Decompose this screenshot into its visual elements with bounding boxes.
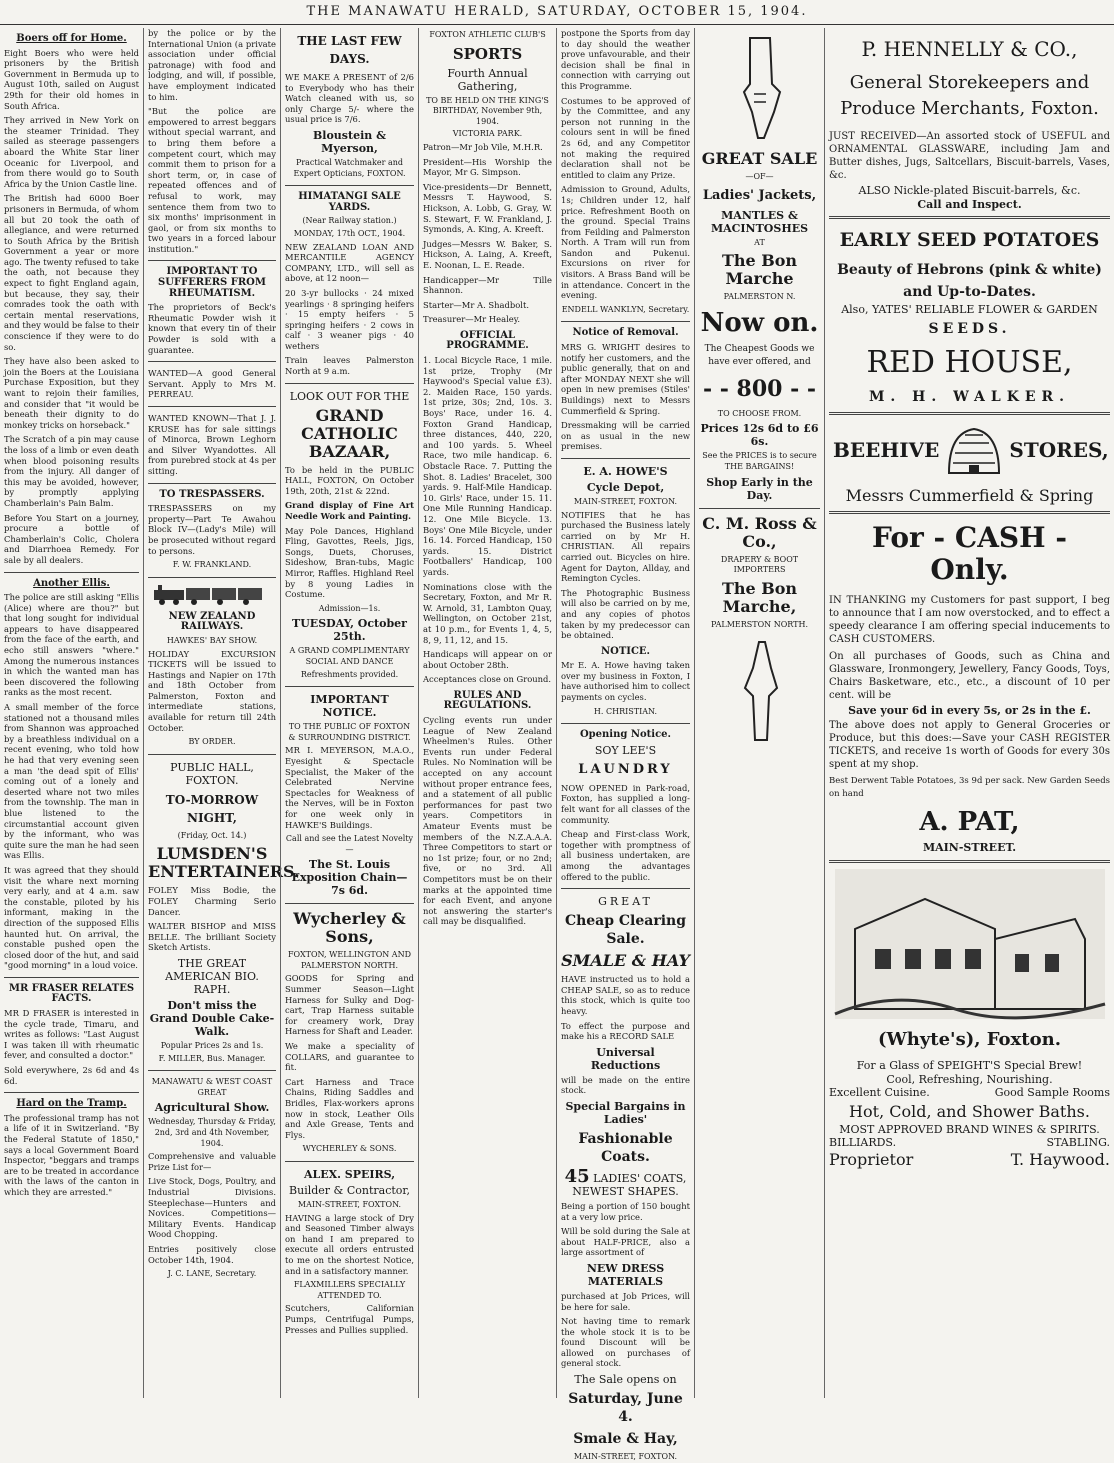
ad-text: The Photographic Business will also be carried on by me, and any copies of photos taken by my predecessor can be obtained. <box>561 587 690 641</box>
ad-text: TRESPASSERS on my property—Part Te Awahou Block IV—(Lady's Mile) will be prosecuted without regard to persons. <box>148 503 276 556</box>
ad-heading: SEEDS. <box>928 320 1011 337</box>
ad-heading: Don't miss the Grand Double Cake-Walk. <box>149 999 275 1038</box>
ad-text: May Pole Dances, Highland Fling, Gavottes, Reels, Jigs, Songs, Duets, Choruses, Sideshow, Bran-tubs, Magic Mirror, Raffles. Highland Reel by 8 young Ladies in Costume. <box>285 525 414 600</box>
ad-text: Patron—Mr Job Vile, M.H.R. <box>423 141 543 152</box>
ad-text: Comprehensive and valuable Prize List for— <box>148 1151 276 1172</box>
ad-text: Vice-presidents—Dr Bennett, Messrs T. Haywood, S. Hickson, A. Lobb, G. Gray, W. S. Stewart, F. W. Frankland, J. Symonds, A. King, A. Kreeft. <box>423 181 552 235</box>
divider <box>148 577 276 578</box>
divider <box>829 412 1110 415</box>
divider <box>4 572 139 573</box>
signature: F. MILLER, Bus. Manager. <box>158 1053 266 1063</box>
divider <box>829 511 1110 514</box>
ad-text: MAIN-STREET, FOXTON. <box>297 1199 402 1209</box>
divider <box>4 1092 139 1093</box>
ad-text: (Friday, Oct. 14.) <box>177 830 247 840</box>
ad-text: Also, YATES' RELIABLE FLOWER & GARDEN <box>841 303 1098 317</box>
ad-heading: Shop Early in the Day. <box>706 475 813 502</box>
ad-text: PALMERSTON NORTH. <box>710 619 808 629</box>
ad-text: Cheap and First-class Work, together with promptness of all business undertaken, are among the advantages offered to the public. <box>561 829 690 882</box>
ad-text: —OF— <box>745 172 774 181</box>
ad-heading: Opening Notice. <box>579 729 672 741</box>
ad-heading: ALEX. SPEIRS, <box>303 1167 396 1181</box>
ad-text: TO BE HELD ON THE KING'S BIRTHDAY, November 9th, 1904. <box>426 95 549 126</box>
ad-heading: GREAT <box>598 895 653 909</box>
article-heading: Hard on the Tramp. <box>16 1098 127 1110</box>
ad-heading: STORES, <box>1009 438 1109 463</box>
ad-text: Admission—1s. <box>318 603 381 613</box>
coat-count: 45 <box>564 1165 590 1187</box>
ad-heading: SMALE & HAY <box>561 951 690 971</box>
article-text: Eight Boers who were held prisoners by the British Government in Bermuda up to August 10th, sailed on August 29th for their old homes in South Africa. <box>4 47 139 111</box>
signature: ENDELL WANKLYN, Secretary. <box>561 304 690 314</box>
column-6 <box>694 28 824 1398</box>
ad-heading: FOXTON ATHLETIC CLUB'S <box>429 30 546 39</box>
pointing-hand-icon <box>730 34 790 144</box>
ad-text: PALMERSTON N. <box>723 292 796 302</box>
ad-heading: TO TRESPASSERS. <box>159 488 265 500</box>
ad-text: Treasurer—Mr Healey. <box>423 314 520 325</box>
ad-heading: TUESDAY, October 25th. <box>292 617 407 644</box>
ad-heading: Notice of Removal. <box>572 327 679 339</box>
ad-text: HAVE instructed us to hold a CHEAP SALE, so as to reduce this stock, which is quite too heavy. <box>561 974 690 1016</box>
ad-heading: THE GREAT AMERICAN BIO. RAPH. <box>165 957 259 996</box>
article-heading: Boers off for Home. <box>16 33 127 44</box>
article-text: The professional tramp has not a life of it in Switzerland. "By the Federal Statute of 1850," says a local Government Board Inspector, "beggars and tramps are to be treated in accordance with the laws of the canton in which they are arrested." <box>4 1112 139 1197</box>
ad-text: MONDAY, 17th OCT., 1904. <box>293 228 406 238</box>
divider <box>561 723 690 724</box>
article-text: "But the police are empowered to arrest beggars without special warrant, and to bring them before a competent court, which may commit them to prison for a short term, or, in case of repeated offences and of refusal to work, may sentence them from two to six months' imprisonment in gaol, or from six months to two years in a forced labour institution." <box>148 106 276 254</box>
ad-text: Call and Inspect. <box>917 197 1022 211</box>
column-7 <box>824 28 1114 1398</box>
ad-heading: NOTICE. <box>600 645 651 657</box>
ad-text: MAIN-STREET, FOXTON. <box>573 1452 678 1462</box>
ad-heading: Fashionable Coats. <box>578 1130 673 1165</box>
ad-heading: The Bon Marche <box>721 251 798 289</box>
ad-heading: RED HOUSE, <box>866 344 1073 380</box>
divider <box>561 888 690 889</box>
divider <box>699 508 820 509</box>
column-1 <box>0 28 143 1398</box>
ad-text: Cool, Refreshing, Nourishing. <box>886 1072 1053 1086</box>
hotel-engraving-icon <box>835 869 1105 1019</box>
ad-text: On all purchases of Goods, such as China and Glassware, Ironmongery, Jewellery, Fancy Goods, Toys, Chairs Basketware, etc., etc., a discount of 10 per cent. will be <box>829 650 1110 701</box>
ad-text: Acceptances close on Ground. <box>423 674 552 685</box>
ad-heading: MANAWATU & WEST COAST GREAT <box>151 1077 273 1097</box>
ad-heading: The Bon Marche, <box>721 578 798 616</box>
ad-text: VICTORIA PARK. <box>452 129 523 139</box>
divider <box>285 1161 414 1162</box>
ad-heading: Saturday, June 4. <box>568 1391 683 1426</box>
divider <box>148 361 276 362</box>
ad-text: We make a speciality of COLLARS, and guarantee to fit. <box>285 1041 414 1073</box>
ad-text: Cart Harness and Trace Chains, Riding Saddles and Bridles, Flax-workers aprons now in stock, Leather Oils and Axle Grease, Tents and Flys. <box>285 1076 414 1140</box>
ad-text: The proprietors of Beck's Rheumatic Powder wish it known that every tin of their Powder is sold with a guarantee. <box>148 302 276 355</box>
ad-heading: Now on. <box>700 307 819 338</box>
signature: WYCHERLEY & SONS. <box>302 1144 397 1154</box>
ad-text: The Sale opens on <box>574 1373 677 1387</box>
divider <box>561 321 690 322</box>
ad-text: Proprietor <box>829 1149 914 1169</box>
ad-heading: Ladies' Jackets, <box>702 187 817 203</box>
column-3 <box>280 28 418 1398</box>
ad-heading: M. H. WALKER. <box>868 388 1071 405</box>
divider <box>285 185 414 186</box>
ad-text: MR I. MEYERSON, M.A.O., Eyesight & Spectacle Specialist, the Maker of the Celebrated Nervine Spectacles for Weakness of the Nerves, will be in Foxton for one week only in HAWKE'S Buildings. <box>285 745 414 830</box>
divider <box>148 406 276 407</box>
ad-heading: BEEHIVE <box>833 438 940 463</box>
article-text: It was agreed that they should visit the whare next morning very early, and at 4 a.m. saw the constable, piloted by his informant, making in the direction of the supposed Ellis haunted hut. On arrival, the constable pushed open the closed door of the hut, and said "good morning" in a loud voice. <box>4 864 139 971</box>
ad-text: To effect the purpose and make his a RECORD SALE <box>561 1020 690 1042</box>
ad-heading: P. HENNELLY & CO., <box>861 37 1078 61</box>
ad-heading: SOY LEE'S <box>594 743 657 757</box>
article-heading: MR FRASER RELATES FACTS. <box>8 982 135 1005</box>
ad-heading: NEW ZEALAND RAILWAYS. <box>168 610 256 633</box>
divider <box>148 483 276 484</box>
ad-text: will be made on the entire stock. <box>561 1074 690 1096</box>
column-2 <box>143 28 300 1398</box>
signature: J. C. LANE, Secretary. <box>167 1269 257 1279</box>
ad-subheading: Builder & Contractor, <box>289 1183 410 1197</box>
ad-heading: IMPORTANT NOTICE. <box>310 693 389 720</box>
ad-text: The Cheapest Goods we have ever offered, and <box>704 343 815 367</box>
ad-row <box>829 1088 1110 1099</box>
ad-heading: C. M. Ross & Co., <box>702 513 817 551</box>
ad-heading: Universal Reductions <box>590 1045 661 1072</box>
ad-text <box>561 1165 690 1198</box>
article-heading: Another Ellis. <box>33 577 110 589</box>
coat-line: LADIES' COATS, NEWEST SHAPES. <box>572 1171 687 1198</box>
ad-heading: (Whyte's), Foxton. <box>878 1028 1061 1050</box>
ad-heading: NEW DRESS MATERIALS <box>586 1261 665 1288</box>
divider <box>829 216 1110 219</box>
ad-text: Dressmaking will be carried on as usual in the new premises. <box>561 420 690 452</box>
ad-text: HOLIDAY EXCURSION TICKETS will be issued to Hastings and Napier on 17th and 18th October from Palmerston, Foxton and intermediate stations, available for return till 24th October. <box>148 648 276 733</box>
ad-text: Mr E. A. Howe having taken over my business in Foxton, I have authorised him to collect payments on cycles. <box>561 660 690 703</box>
ad-text: (Near Railway station.) <box>302 216 397 226</box>
beehive-banner <box>833 423 1109 479</box>
ad-text: postpone the Sports from day to day should the weather prove unfavourable, and their decision shall be final in connection with carrying out this Programme. <box>561 28 690 91</box>
ad-text: Will be sold during the Sale at about HALF-PRICE, also a large assortment of <box>561 1226 690 1258</box>
divider <box>148 1070 276 1071</box>
ad-subheading: HAWKES' BAY SHOW. <box>166 635 258 645</box>
divider <box>829 860 1110 863</box>
ad-text: STABLING. <box>1046 1136 1110 1150</box>
article-text: They have also been asked to join the Boers at the Louisiana Purchase Exposition, but they want to rejoin their families, and consider that "it would be beneath their dignity to do monkey tricks on horseback." <box>4 356 139 430</box>
ad-text: MAIN-STREET. <box>922 841 1017 855</box>
ad-text: MOST APPROVED BRAND WINES & SPIRITS. <box>839 1122 1100 1136</box>
ad-heading: FLAXMILLERS SPECIALLY ATTENDED TO. <box>293 1280 406 1300</box>
ad-text: BILLIARDS. <box>829 1136 897 1150</box>
divider <box>285 383 414 384</box>
ad-text: Wednesday, Thursday & Friday, 2nd, 3rd and 4th November, 1904. <box>148 1117 276 1148</box>
ad-heading: Special Bargains in Ladies' <box>565 1099 686 1126</box>
signature: F. W. FRANKLAND. <box>172 560 252 570</box>
ad-text: Admission to Ground, Adults, 1s; Children under 12, half price. Refreshment Booth on the ground. Special Trains from Feilding and Palmerston North. A Tram will run from Sandon and Pukenui. Excursions on river for visitors. A Brass Band will be in attendance. Concert in the evening. <box>561 184 690 301</box>
ad-text: ALSO Nickle-plated Biscuit-barrels, &c. <box>858 184 1081 197</box>
signature: H. CHRISTIAN. <box>593 706 658 716</box>
ad-text: Scutchers, Californian Pumps, Centrifugal Pumps, Presses and Pullies supplied. <box>285 1303 414 1335</box>
ad-text: Handicapper—Mr Tille Shannon. <box>423 274 552 296</box>
ad-heading: Smale & Hay, <box>573 1431 678 1448</box>
ad-heading: A. PAT, <box>919 807 1020 838</box>
article-text: Sold everywhere, 2s 6d and 4s 6d. <box>4 1065 139 1086</box>
ad-heading: Hot, Cold, and Shower Baths. <box>849 1101 1090 1121</box>
ad-heading: RULES AND REGULATIONS. <box>443 689 532 712</box>
ad-heading: and Up-to-Dates. <box>903 284 1036 301</box>
ad-subheading: FOXTON, WELLINGTON AND PALMERSTON NORTH. <box>288 950 411 970</box>
ad-text: HAVING a large stock of Dry and Seasoned Timber always on hand I am prepared to execute all orders entrusted to me on the shortest Notice, and in a satisfactory manner. <box>285 1212 414 1276</box>
ad-heading: GRAND CATHOLIC BAZAAR, <box>301 405 398 461</box>
ad-text: MAIN-STREET, FOXTON. <box>573 496 678 506</box>
ad-text: Save your 6d in every 5s, or 2s in the £. <box>848 703 1091 717</box>
ad-text: To be held in the PUBLIC HALL, FOXTON, On October 19th, 20th, 21st & 22nd. <box>285 464 414 496</box>
ad-text: JUST RECEIVED—An assorted stock of USEFUL and ORNAMENTAL GLASSWARE, including Jam and Butter dishes, Jugs, Saltcellars, Biscuit-barrels, Vases, &c. <box>829 131 1110 181</box>
column-5 <box>556 28 694 1462</box>
ad-text: WANTED KNOWN—That J. J. KRUSE has for sale sittings of Minorca, Brown Leghorn and Silver Wyandottes. All from purebred stock at 4s per sitting. <box>148 413 276 476</box>
ad-heading: E. A. HOWE'S <box>583 464 668 478</box>
ad-text: The above does not apply to General Groceries or Produce, but this does:—Save your CASH REGISTER TICKETS, and receive 1s worth of Goods for every 30s spent at my shop. <box>829 720 1110 771</box>
ad-text: Judges—Messrs W. Baker, S. Hickson, A. Laing, A. Kreeft, E. Noonan, L. E. Reade. <box>423 238 552 270</box>
ad-heading: LOOK OUT FOR THE <box>289 389 410 403</box>
ad-text: Train leaves Palmerston North at 9 a.m. <box>285 355 414 377</box>
ad-heading: EARLY SEED POTATOES <box>839 229 1100 252</box>
ad-heading: Bloustein & Myerson, <box>312 128 387 155</box>
ad-heading: For - CASH - Only. <box>872 520 1067 586</box>
ad-heading: Beauty of Hebrons (pink & white) <box>837 262 1102 279</box>
ad-text: WALTER BISHOP and MISS BELLE. The brilliant Society Sketch Artists. <box>148 921 276 953</box>
ad-heading: SPORTS <box>452 44 523 63</box>
beehive-icon <box>939 423 1009 479</box>
ad-text: Cycling events run under League of New Zealand Wheelmen's Rules. Other Events run under Federal Rules. No Nomination will be accepted on any account without proper entrance fees, and a statement of all public performances for past two years. Competitors in Amateur Events must be members of the N.Z.A.A.A. Three Competitors to start or no 1st prize; four, or no 2nd; five, or no 3rd. All Competitors must be on their marks at the appointed time for each Event, and anyone not answering the starter's call may be disqualified. <box>423 715 552 927</box>
ad-heading: THE LAST FEW DAYS. <box>297 34 402 66</box>
ad-row <box>829 1138 1110 1149</box>
ad-heading: Messrs Cummerfield & Spring <box>845 485 1094 505</box>
article-text: The Scratch of a pin may cause the loss of a limb or even death when blood poisoning results from the injury. All danger of this may be avoided, however, by promptly applying Chamberlain's Pain Balm. <box>4 434 139 508</box>
ad-text: Grand display of Fine Art Needle Work and Painting. <box>285 500 414 522</box>
article-text: by the police or by the International Union (a private association under official patronage) with food and lodging, and will, if possible, have employment indicated to him. <box>148 28 276 102</box>
divider <box>285 903 414 904</box>
ad-text: Practical Watchmaker and Expert Opticians, FOXTON. <box>293 157 406 178</box>
ad-heading: MANTLES & MACINTOSHES <box>710 208 809 235</box>
ad-heading: Cycle Depot, <box>586 480 665 494</box>
article-text: A small member of the force stationed not a thousand miles from Shannon was approached by a breathless individual on a recent evening, who told how he had that very evening seen a man 'the dead spit of Ellis' coming out of a lonely and deserted whare not two miles from the township. The man in blue listened to the circumstantial account given by the informant, who was quite sure the man he had seen was Ellis. <box>4 702 139 861</box>
ad-text: Call and see the Latest Novelty— <box>285 834 414 854</box>
ad-text: NEW ZEALAND LOAN AND MERCANTILE AGENCY COMPANY, LTD., will sell as above, at 12 noon— <box>285 241 414 284</box>
ad-text: T. Haywood. <box>1010 1149 1110 1169</box>
divider <box>148 260 276 261</box>
ad-text: For a Glass of SPEIGHT'S Special Brew! <box>856 1058 1083 1072</box>
divider <box>561 458 690 459</box>
train-engraving-icon <box>152 584 272 606</box>
ad-heading: OFFICIAL PROGRAMME. <box>446 329 529 352</box>
ad-text: A GRAND COMPLIMENTARY SOCIAL AND DANCE <box>289 646 410 666</box>
signature: BY ORDER. <box>188 737 236 747</box>
divider <box>285 686 414 687</box>
ad-row <box>829 1149 1110 1169</box>
ad-text: 1. Local Bicycle Race, 1 mile. 1st prize, Trophy (Mr Haywood's Special value £3). 2. Maiden Race, 150 yards. 1st prize, 30s; 2nd, 10s. 3. Boys' Race, under 16. 4. Foxton Grand Handicap, three distances, 440, 220, and 100 yards. 5. Wheel Race, two mile handicap. 6. Obstacle Race. 7. Putting the Shot. 8. Ladies' Bracelet, 300 yards. 9. Half-Mile Handicap. 10. Girls' Race, under 15. 11. One Mile Running Handicap. 12. One Mile Bicycle. 13. Boys' One Mile Bicycle, under 16. 14. Forced Handicap, 150 yards. 15. District Footballers' Handicap, 100 yards. <box>423 355 552 577</box>
ad-text: NOW OPENED in Park-road, Foxton, has supplied a long-felt want for all classes of the community. <box>561 782 690 825</box>
ad-text: NOTIFIES that he has purchased the Business lately carried on by Mr H. CHRISTIAN. All repairs carried out. Bicycles on hire. Agent for Dayton, Allday, and Remington Cycles. <box>561 509 690 584</box>
ad-heading: Prices 12s 6d to £6 6s. <box>700 422 819 449</box>
ad-heading: The St. Louis Exposition Chain—7s 6d. <box>291 858 408 898</box>
ad-text: Popular Prices 2s and 1s. <box>160 1041 264 1050</box>
ad-heading: LAUNDRY <box>578 761 673 777</box>
ad-text: purchased at Job Prices, will be here for sale. <box>561 1290 690 1312</box>
ad-text: Best Derwent Table Potatoes, 3s 9d per sack. New Garden Seeds on hand <box>829 776 1110 800</box>
article-text: The British had 6000 Boer prisoners in Bermuda, of whom all but 20 took the oath of allegiance, and were returned to South Africa by the British Government a year or more ago. The twenty refused to take the oath, not because they expect to fight England again, but because, they say, their comrades took the oath with certain mental reservations, and they would be false to their conscience if they were to do so. <box>4 193 140 352</box>
ad-text: AT <box>754 237 765 247</box>
ad-text: Nominations close with the Secretary, Foxton, and Mr R. W. Arnold, 31, Lambton Quay, Wellington, on October 21st, at 10 p.m., for Events 1, 4, 5, 8, 9, 11, 12, and 15. <box>423 581 552 645</box>
ad-text: Being a portion of 150 bought at a very low price. <box>561 1200 690 1222</box>
ad-text: TO CHOOSE FROM. <box>717 408 802 418</box>
ad-heading: GREAT SALE <box>701 149 818 168</box>
ad-heading: HIMATANGI SALE YARDS. <box>298 191 401 213</box>
pointing-hand-up-icon <box>735 636 785 746</box>
divider <box>148 754 276 755</box>
ad-text: President—His Worship the Mayor, Mr G. Simpson. <box>423 156 552 178</box>
article-text: The police are still asking "Ellis (Alice) where are thou?" but that long sought for individual appears to have disappeared from the face of the earth, and echo still answers "where." Among the numerous instances in which the wanted man has been discovered the following ranks as the most recent. <box>4 592 139 698</box>
ad-heading: - - 800 - - <box>702 375 817 402</box>
ad-text: IN THANKING my Customers for past support, I beg to announce that I am now overstocked, and to effect a speedy clearance I am offering special inducements to CASH CUSTOMERS. <box>829 594 1110 645</box>
ad-text: Good Sample Rooms <box>994 1086 1110 1100</box>
ad-text: WANTED—A good General Servant. Apply to Mrs M. PERREAU. <box>148 368 276 400</box>
ad-heading: General Storekeepers and Produce Merchants, Foxton. <box>840 72 1099 119</box>
ad-text: WE MAKE A PRESENT of 2/6 to Everybody who has their Watch cleaned with us, so only Charge 5/- where the usual price is 7/6. <box>285 72 414 125</box>
column-4 <box>418 28 556 1398</box>
ad-text: Excellent Cuisine. <box>829 1086 930 1100</box>
ad-text: Costumes to be approved of by the Committee, and any person not running in the colours sent in will be fined 2s 6d, and any Competitor not making the required declaration shall not be entitled to claim any Prize. <box>561 95 690 180</box>
article-text: MR D FRASER is interested in the cycle trade, Timaru, and writes as follows: "Last August I was taken ill with rheumatic fever, and consulted a doctor." <box>4 1008 139 1061</box>
divider <box>4 977 139 978</box>
article-text: They arrived in New York on the steamer Trinidad. They sailed as steerage passengers aboard the White Star liner Oceanic for Liverpool, and from there would go to South Africa by the Union Castle line. <box>4 115 139 189</box>
ad-heading: Agricultural Show. <box>154 1101 270 1115</box>
ad-text: FOLEY Miss Bodie, the FOLEY Charming Serio Dancer. <box>148 885 276 917</box>
ad-heading: IMPORTANT TO SUFFERERS FROM RHEUMATISM. <box>158 266 266 299</box>
ad-heading: Wycherley & Sons, <box>293 909 406 947</box>
ad-text: 20 3-yr bullocks · 24 mixed yearlings · 8 springing heifers · 15 empty heifers · 5 springing heifers · 2 cows in calf · 3 weaner pigs · 40 wethers <box>285 287 414 351</box>
ad-heading: LUMSDEN'S ENTERTAINERS. <box>148 844 300 882</box>
ad-text: DRAPERY & BOOT IMPORTERS <box>720 554 799 575</box>
ad-text: See the PRICES is to secure THE BARGAINS! <box>702 451 817 471</box>
ad-heading: Cheap Clearing Sale. <box>564 913 687 948</box>
article-text: Before You Start on a journey, procure a bottle of Chamberlain's Colic, Cholera and Diarrhoea Remedy. For sale by all dealers. <box>4 512 139 565</box>
ad-heading: Fourth Annual Gathering, <box>447 66 528 93</box>
ad-text: Handicaps will appear on or about October 28th. <box>423 649 552 670</box>
ad-text: Live Stock, Dogs, Poultry, and Industrial Divisions. Steeplechase—Hunters and Novices. Competitions—Military Events. Handicap Wood Chopping. <box>148 1176 276 1240</box>
ad-heading: TO-MORROW NIGHT, <box>165 792 259 825</box>
masthead: THE MANAWATU HERALD, SATURDAY, OCTOBER 15, 1904. <box>0 0 1114 25</box>
ad-subheading: TO THE PUBLIC OF FOXTON & SURROUNDING DISTRICT. <box>288 722 411 742</box>
ad-text: MRS G. WRIGHT desires to notify her customers, and the public generally, that on and after MONDAY NEXT she will open in new premises (Stiles' Buildings) next to Messrs Cummerfield & Spring. <box>561 342 690 416</box>
ad-text: GOODS for Spring and Summer Season—Light Harness for Sulky and Dog-cart, Trap Harness suitable for creamery work, Dray Harness for Shaft and Leader. <box>285 973 414 1037</box>
ad-text: Starter—Mr A. Shadbolt. <box>423 299 530 310</box>
ad-text: Not having time to remark the whole stock it is to be found Discount will be allowed on purchases of general stock. <box>561 1316 690 1369</box>
ad-text: Entries positively close October 14th, 1904. <box>148 1243 276 1265</box>
ad-text: Refreshments provided. <box>300 669 399 679</box>
ad-heading: PUBLIC HALL, FOXTON. <box>170 760 254 787</box>
